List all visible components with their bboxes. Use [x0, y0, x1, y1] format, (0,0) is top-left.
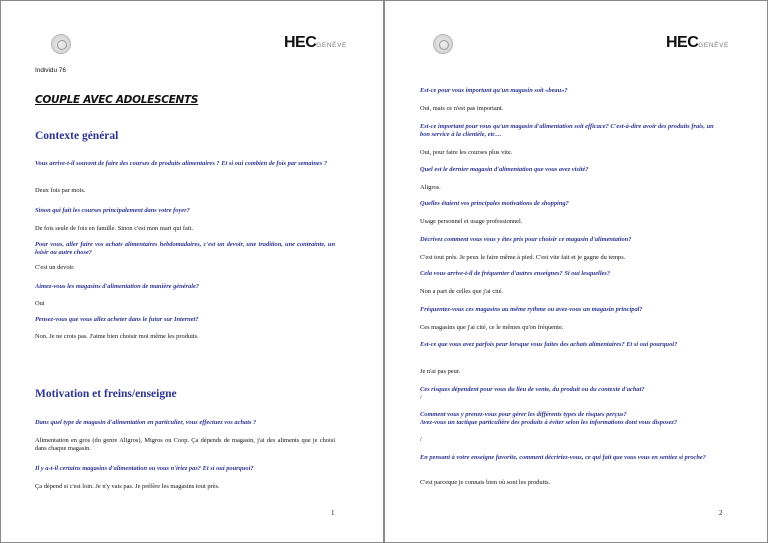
question-3: Quel est le dernier magasin d'alimentation que vous avez visité? [420, 166, 589, 173]
answer-7: Ces magasins que j'ai cité, ce le mêmes qu'on fréquente. [420, 324, 564, 331]
page-number: 1 [331, 509, 335, 517]
logo-hec: HEC [284, 34, 317, 51]
question-1: Est-ce pour vous important qu'un magasin soit «beau»? [420, 87, 568, 94]
logo-geneve: GENÈVE [316, 42, 347, 49]
profile-heading: COUPLE AVEC ADOLESCENTS [35, 94, 199, 106]
answer-10: / [420, 436, 422, 443]
question-8: Est-ce que vous avez parfois peur lorsque vous faites des achats alimentaires? Et si oui pourquoi? [420, 341, 678, 348]
document-page-2 [385, 1, 767, 542]
question-7: Fréquentez-vous ces magasins au même rythme ou avez-vous un magasin principal? [420, 306, 643, 313]
question-10a: Comment vous y prenez-vous pour gérer les différents types de risques perçus? [420, 411, 627, 418]
question-10b: Avez-vous un tactique particulière des produits à éviter selon les informations dont vous disposez? [420, 419, 678, 426]
answer-7: Ça dépend si c'est loin. Je n'y vais pas. Je préfère les magasins tout près. [35, 483, 220, 490]
section-title-context: Contexte général [35, 130, 119, 142]
answer-9: / [420, 394, 422, 401]
answer-8: Je n'ai pas peur. [420, 368, 461, 375]
page-number: 2 [719, 509, 723, 517]
document-page-1 [1, 1, 383, 542]
logo-hec: HEC [666, 34, 699, 51]
question-3: Pour vous, aller faire vos achats alimentaires hebdomadaires, c'est un devoir, une tradition, une contrainte, un loisir ou autre chose? [35, 241, 335, 256]
question-2: Est-ce important pour vous qu'un magasin d'alimentation soit efficace? C'est-à-dire avoir des produits frais, un bon service à la clientèle, etc… [420, 123, 714, 138]
question-2: Sinon qui fait les courses principalement dans votre foyer? [35, 207, 190, 214]
question-5: Pensez-vous que vous allez acheter dans le futur sur Internet? [35, 316, 199, 323]
question-9: Ces risques dépendent pour vous du lieu de vente, du produit ou du contexte d'achat? [420, 386, 645, 393]
question-1: Vous arrive-t-il souvent de faire des courses de produits alimentaires ? Et si oui combien de fois par semaines ? [35, 160, 328, 167]
answer-1: Oui, mais ce n'est pas important. [420, 105, 504, 112]
question-4: Aimez-vous les magasins d'alimentation de manière générale? [35, 283, 200, 290]
logo-geneve: GENÈVE [698, 42, 729, 49]
question-6: Cela vous arrive-t-il de fréquenter d'autres enseignes? Si oui lesquelles? [420, 270, 611, 277]
question-11: En pensant à votre enseigne favorite, comment décririez-vous, ce qui fait que vous vous en sentiez si proche? [420, 454, 706, 461]
individual-label: Individu 76 [35, 67, 66, 74]
university-seal-icon [51, 34, 71, 54]
question-5: Décrivez comment vous vous y êtes pris pour choisir ce magasin d'alimentation? [420, 236, 632, 243]
answer-2: Oui, pour faire les courses plus vite. [420, 149, 513, 156]
answer-5: C'est tout près. Je peux le faire même à pied. C'est vite fait et je gagne du temps. [420, 254, 626, 261]
answer-1: Deux fois par mois. [35, 187, 86, 194]
university-seal-icon [433, 34, 453, 54]
answer-3: Aligros. [420, 184, 441, 191]
answer-4: Oui [35, 300, 45, 307]
section-title-motivation: Motivation et freins/enseigne [35, 388, 177, 400]
answer-6: Alimentation en gros (du genre Aligros), Migros ou Coop. Ça dépends de magasin, j'ai des aliments que je choisi dans chaque magasin. [35, 437, 335, 452]
answer-11: C'est parceque je connais bien où sont les produits. [420, 479, 551, 486]
answer-2: De fois seule de fois en famille. Sinon c'est mon mari qui fait. [35, 225, 194, 232]
answer-6: Non a part de celles que j'ai cité. [420, 288, 504, 295]
answer-3: C'est un devoir. [35, 264, 75, 271]
hec-geneve-logo [284, 34, 347, 52]
answer-4: Usage personnel et usage professionnel. [420, 218, 523, 225]
hec-geneve-logo [666, 34, 729, 52]
question-4: Quelles étaient vos principales motivations de shopping? [420, 200, 569, 207]
question-7: Il y a-t-il certains magasins d'alimentation ou vous n'iriez pas? Et si oui pourquoi? [35, 465, 254, 472]
answer-5: Non. Je ne crois pas. J'aime bien choisir moi même les produits. [35, 333, 199, 340]
question-6: Dans quel type de magasin d'alimentation en particulier, vous effectuez vos achats ? [35, 419, 257, 426]
